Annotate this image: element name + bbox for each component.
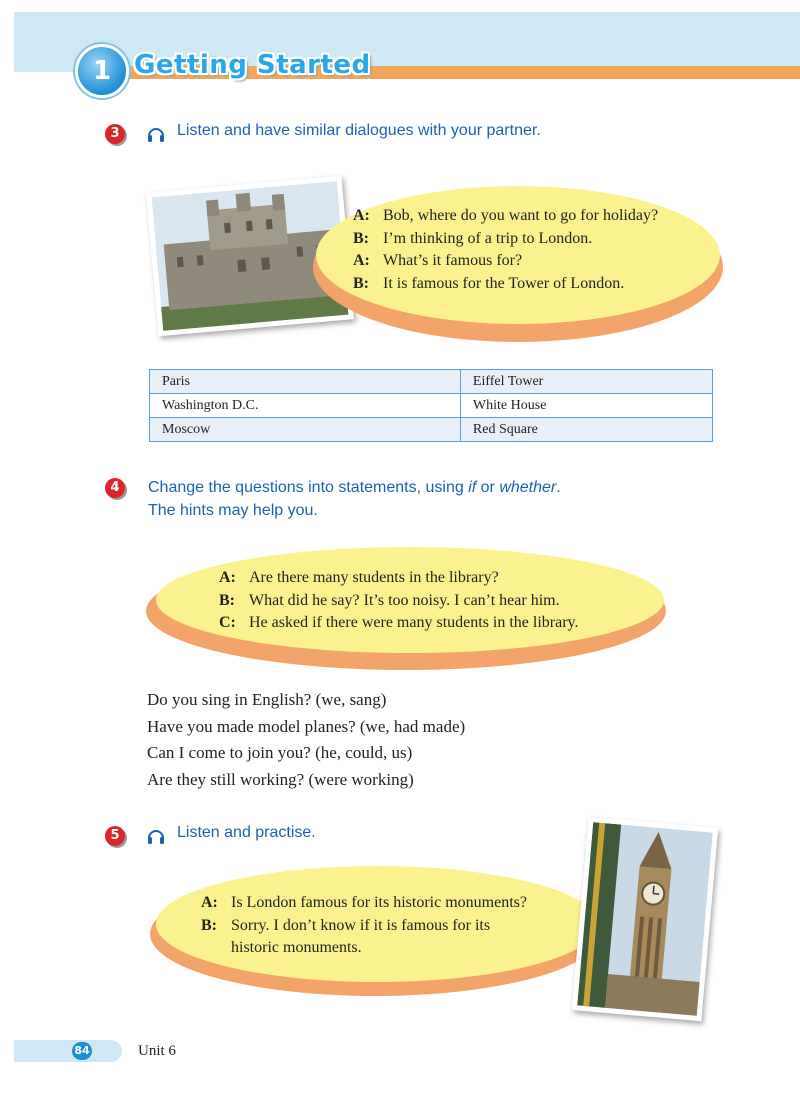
exercise-5-dialogue — [201, 892, 527, 960]
question-item: Do you sing in English? (we, sang) — [147, 690, 387, 709]
table-cell: Moscow — [150, 418, 461, 442]
exercise-4-questions — [147, 687, 465, 793]
dialogue-line: A: Are there many students in the library? — [219, 569, 499, 586]
dialogue-line: A: Bob, where do you want to go for holiday? — [353, 207, 659, 224]
dialogue-line: historic monuments. — [231, 939, 362, 956]
footer-band — [14, 1040, 122, 1062]
table-row — [150, 394, 713, 418]
exercise-badge-3: 3 — [105, 124, 125, 144]
city-landmark-table — [149, 369, 713, 442]
question-item: Have you made model planes? (we, had made) — [147, 716, 466, 736]
table-cell: Paris — [150, 370, 461, 394]
table-row — [150, 370, 713, 394]
exercise-4-dialogue — [219, 567, 579, 635]
table-cell: Washington D.C. — [150, 394, 461, 418]
exercise-badge-4: 4 — [105, 478, 125, 498]
unit-label: Unit 6 — [138, 1043, 176, 1059]
dialogue-line: C: He asked if there were many students in the library. — [219, 614, 579, 631]
headphones-icon — [146, 826, 166, 846]
dialogue-line: B: It is famous for the Tower of London. — [353, 274, 625, 292]
dialogue-line: B: Sorry. I don’t know if it is famous for its — [201, 916, 491, 934]
dialogue-line: A: What’s it famous for? — [353, 252, 523, 269]
headphones-icon — [146, 124, 166, 144]
dialogue-line: B: I’m thinking of a trip to London. — [353, 229, 593, 247]
page-number: 84 — [72, 1042, 92, 1060]
section-number: 1 — [92, 56, 112, 86]
question-item: Can I come to join you? (he, could, us) — [147, 743, 413, 762]
page-title: Getting Started — [134, 50, 371, 80]
table-cell: Eiffel Tower — [460, 370, 712, 394]
table-cell: White House — [460, 394, 712, 418]
table-row — [150, 418, 713, 442]
exercise-5-instruction: Listen and practise. — [177, 824, 316, 841]
big-ben-photo — [572, 817, 718, 1022]
dialogue-line: B: What did he say? It’s too noisy. I can’t hear him. — [219, 591, 560, 609]
exercise-3-dialogue — [353, 205, 658, 295]
table-cell: Red Square — [460, 418, 712, 442]
dialogue-line: A: Is London famous for its historic monuments? — [201, 894, 527, 911]
header-band — [14, 12, 800, 72]
question-item: Are they still working? (were working) — [147, 769, 414, 789]
exercise-3-instruction: Listen and have similar dialogues with your partner. — [177, 122, 541, 139]
exercise-badge-5: 5 — [105, 826, 125, 846]
exercise-4-instruction: Change the questions into statements, using if or whether. The hints may help you. — [148, 479, 561, 519]
